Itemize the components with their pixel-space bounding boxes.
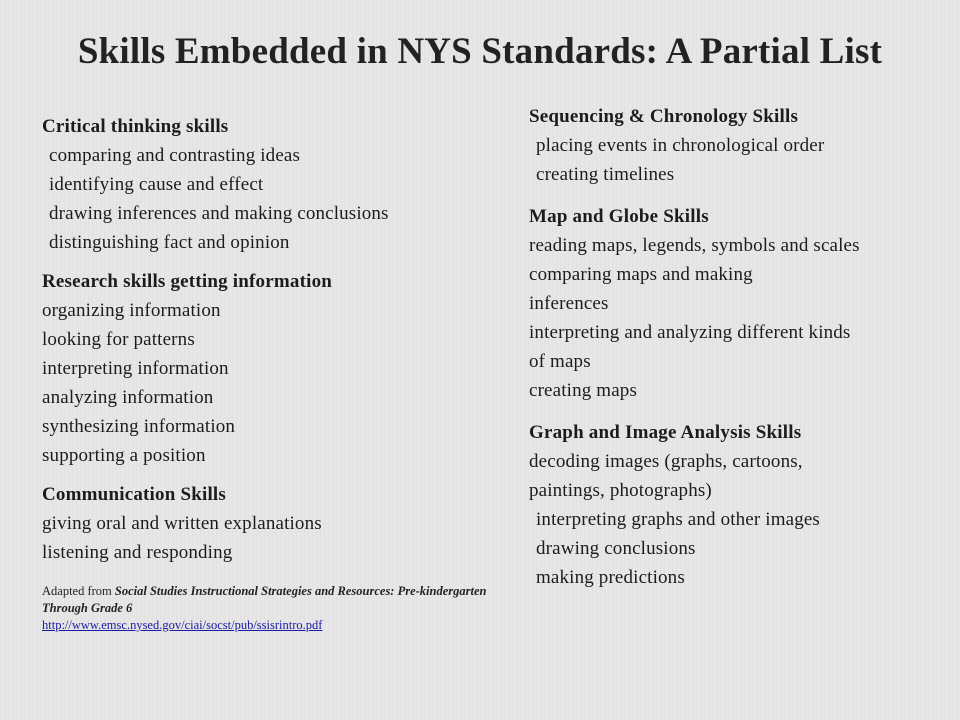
list-item: interpreting information [42, 358, 229, 379]
graph-image-analysis-section [529, 419, 909, 592]
list-item: analyzing information [42, 387, 214, 408]
left-column [42, 113, 512, 634]
section-heading: Critical thinking skills [42, 116, 229, 137]
map-globe-section [529, 203, 909, 405]
list-item: drawing inferences and making conclusions [49, 203, 389, 224]
sequencing-chronology-section [529, 103, 909, 189]
research-skills-section [42, 268, 512, 470]
citation-source: Social Studies Instructional Strategies and Resources: Pre-kindergarten Through Grade 6 [42, 584, 487, 615]
list-item: looking for patterns [42, 329, 195, 350]
section-heading: Sequencing & Chronology Skills [529, 106, 799, 127]
list-item: creating maps [529, 380, 637, 401]
list-item: placing events in chronological order [536, 135, 825, 156]
citation-link[interactable]: http://www.emsc.nysed.gov/ciai/socst/pub/ssisrintro.pdf [42, 618, 323, 632]
list-item: comparing and contrasting ideas [49, 145, 301, 166]
list-item: making predictions [536, 567, 685, 588]
citation-prefix: Adapted from [42, 584, 112, 598]
list-item: supporting a position [42, 445, 206, 466]
list-item: organizing information [42, 300, 221, 321]
list-item: distinguishing fact and opinion [49, 232, 290, 253]
right-column [529, 103, 909, 592]
critical-thinking-section [42, 113, 512, 257]
slide-title: Skills Embedded in NYS Standards: A Partial List [77, 31, 883, 72]
list-item: listening and responding [42, 542, 233, 563]
section-heading: Communication Skills [42, 484, 227, 505]
list-item: identifying cause and effect [49, 174, 264, 195]
section-heading: Map and Globe Skills [529, 206, 709, 227]
list-item: reading maps, legends, symbols and scales [529, 235, 860, 256]
list-item: comparing maps and making inferences [529, 264, 753, 314]
section-heading: Graph and Image Analysis Skills [529, 422, 802, 443]
list-item: giving oral and written explanations [42, 513, 322, 534]
list-item: synthesizing information [42, 416, 236, 437]
list-item: decoding images (graphs, cartoons, paintings, photographs) [529, 451, 803, 501]
list-item: interpreting and analyzing different kinds of maps [529, 322, 851, 372]
communication-skills-section [42, 481, 512, 567]
section-heading: Research skills getting information [42, 271, 333, 292]
list-item: drawing conclusions [536, 538, 696, 559]
list-item: interpreting graphs and other images [536, 509, 820, 530]
list-item: creating timelines [536, 164, 675, 185]
citation [42, 583, 512, 634]
